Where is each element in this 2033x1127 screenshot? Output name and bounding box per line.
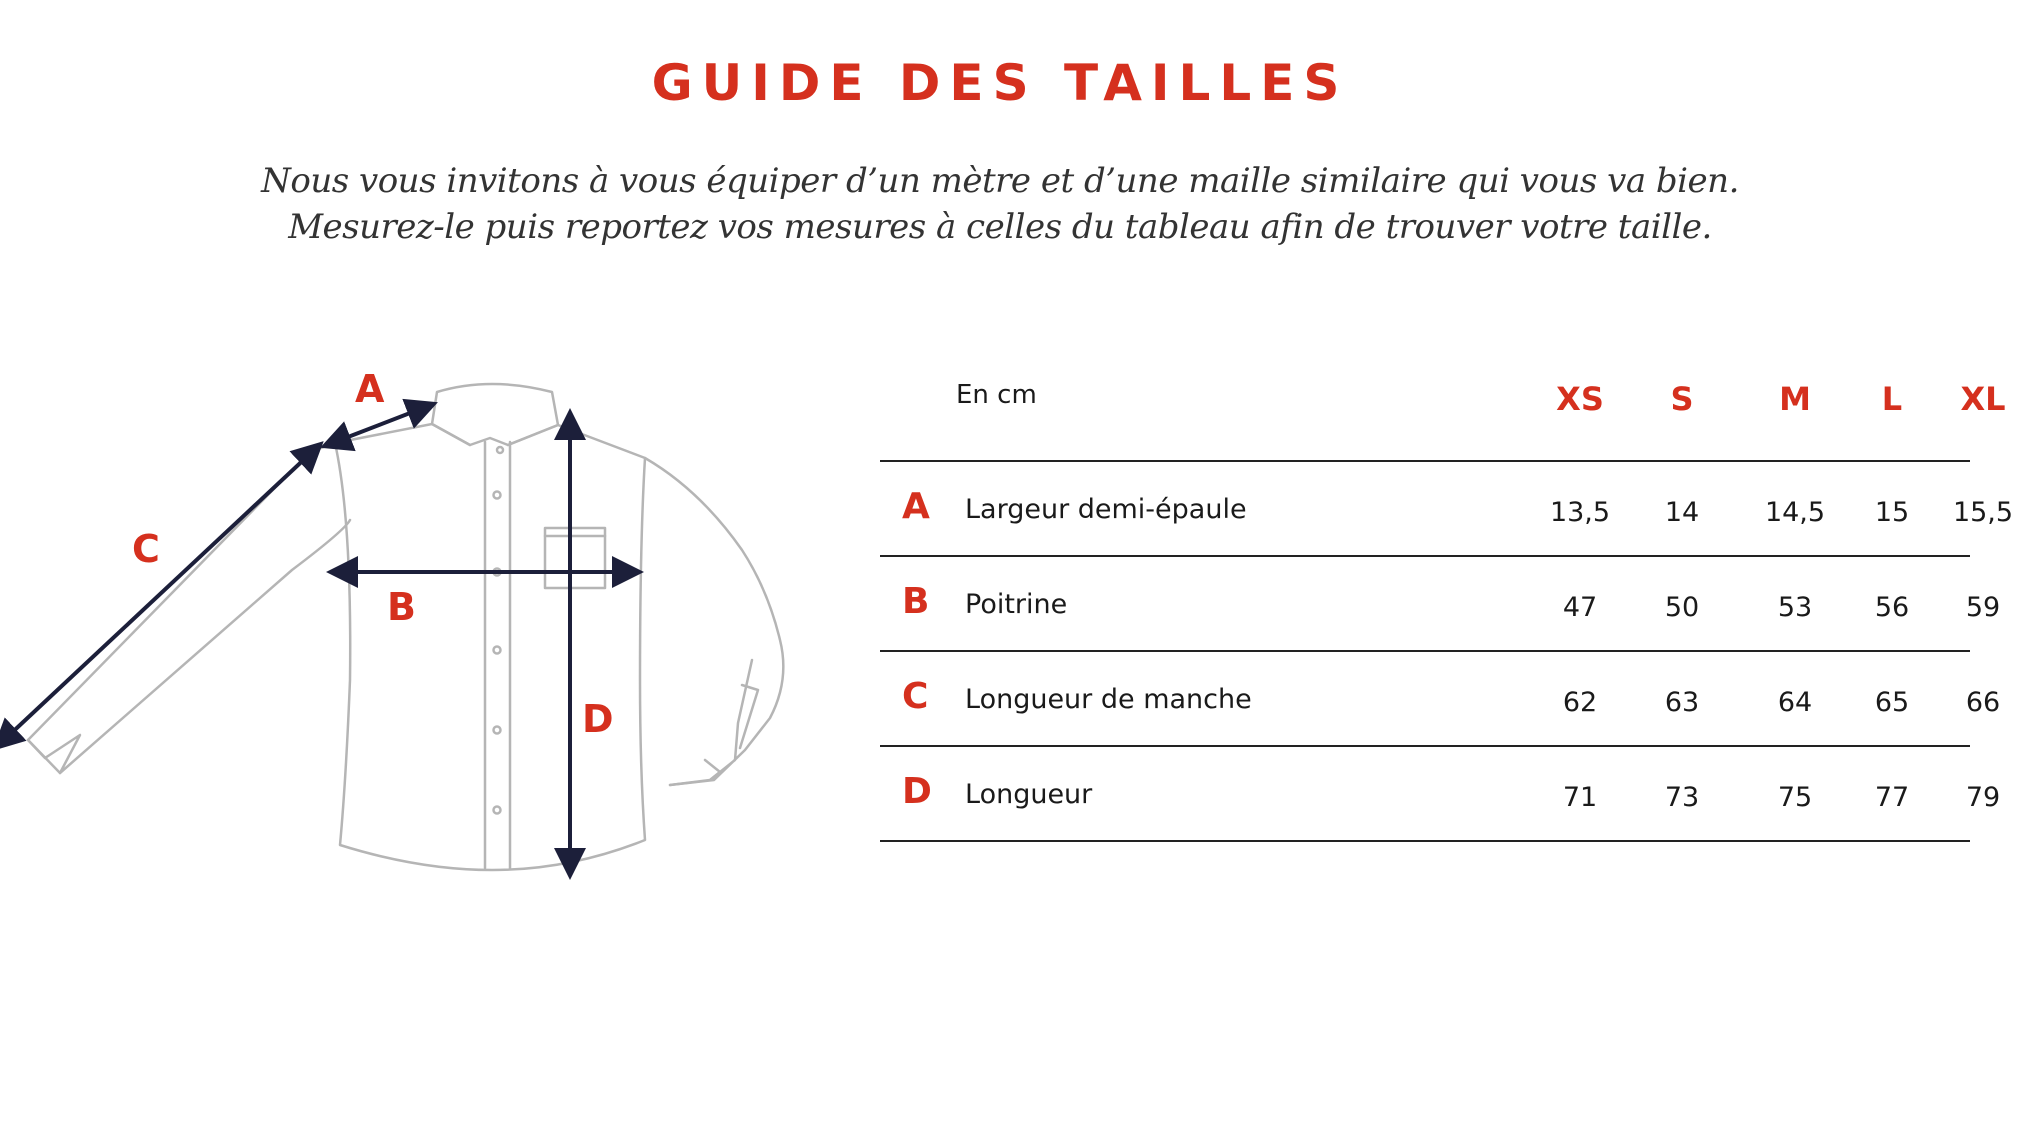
row-letter: C	[902, 676, 929, 717]
unit-label: En cm	[956, 380, 1037, 410]
intro-text-line-2: Mesurez-le puis reportez vos mesures à celles du tableau afin de trouver votre taille.	[288, 207, 1712, 247]
diagram-label-a: A	[355, 367, 385, 411]
size-table	[880, 370, 2014, 842]
size-header-s: S	[1670, 380, 1694, 418]
table-cell: 59	[1965, 592, 2001, 623]
row-letter: D	[902, 771, 932, 812]
table-cell: 14,5	[1764, 497, 1826, 528]
table-header	[880, 370, 2006, 460]
table-cell: 73	[1664, 782, 1700, 813]
table-cell: 77	[1874, 782, 1910, 813]
size-header-l: L	[1881, 380, 1903, 418]
measurement-arrows	[4, 408, 628, 864]
table-row-a	[880, 460, 2014, 555]
table-cell: 79	[1965, 782, 2001, 813]
table-cell: 62	[1562, 687, 1598, 718]
row-letter: B	[902, 581, 930, 622]
table-cell: 75	[1777, 782, 1813, 813]
diagram-label-b: B	[387, 585, 416, 629]
shirt-measurement-diagram	[0, 340, 840, 900]
row-letter: A	[902, 486, 930, 527]
table-row-c	[880, 650, 2001, 745]
page-title: GUIDE DES TAILLES	[651, 54, 1349, 112]
table-row-d	[880, 745, 2001, 842]
row-label: Poitrine	[965, 589, 1068, 620]
diagram-label-c: C	[132, 527, 160, 571]
table-cell: 71	[1562, 782, 1598, 813]
table-cell: 47	[1562, 592, 1598, 623]
table-cell: 13,5	[1549, 497, 1611, 528]
size-header-xs: XS	[1556, 380, 1604, 418]
table-cell: 63	[1664, 687, 1700, 718]
table-cell: 53	[1777, 592, 1813, 623]
intro-text-line-1: Nous vous invitons à vous équiper d’un mètre et d’une maille similaire qui vous va bien.	[261, 161, 1739, 201]
arrow-c	[4, 452, 312, 740]
table-cell: 64	[1777, 687, 1813, 718]
table-cell: 15	[1874, 497, 1910, 528]
table-cell: 65	[1874, 687, 1910, 718]
table-cell: 14	[1664, 497, 1700, 528]
table-cell: 56	[1874, 592, 1910, 623]
row-label: Longueur de manche	[965, 684, 1252, 715]
table-cell: 66	[1965, 687, 2001, 718]
size-header-xl: XL	[1960, 380, 2006, 418]
size-header-m: M	[1779, 380, 1811, 418]
row-label: Largeur demi-épaule	[965, 494, 1247, 525]
diagram-label-d: D	[582, 697, 614, 741]
table-row-b	[880, 555, 2001, 650]
arrow-a	[335, 408, 423, 442]
row-label: Longueur	[965, 779, 1093, 810]
table-cell: 50	[1664, 592, 1700, 623]
table-cell: 15,5	[1952, 497, 2014, 528]
